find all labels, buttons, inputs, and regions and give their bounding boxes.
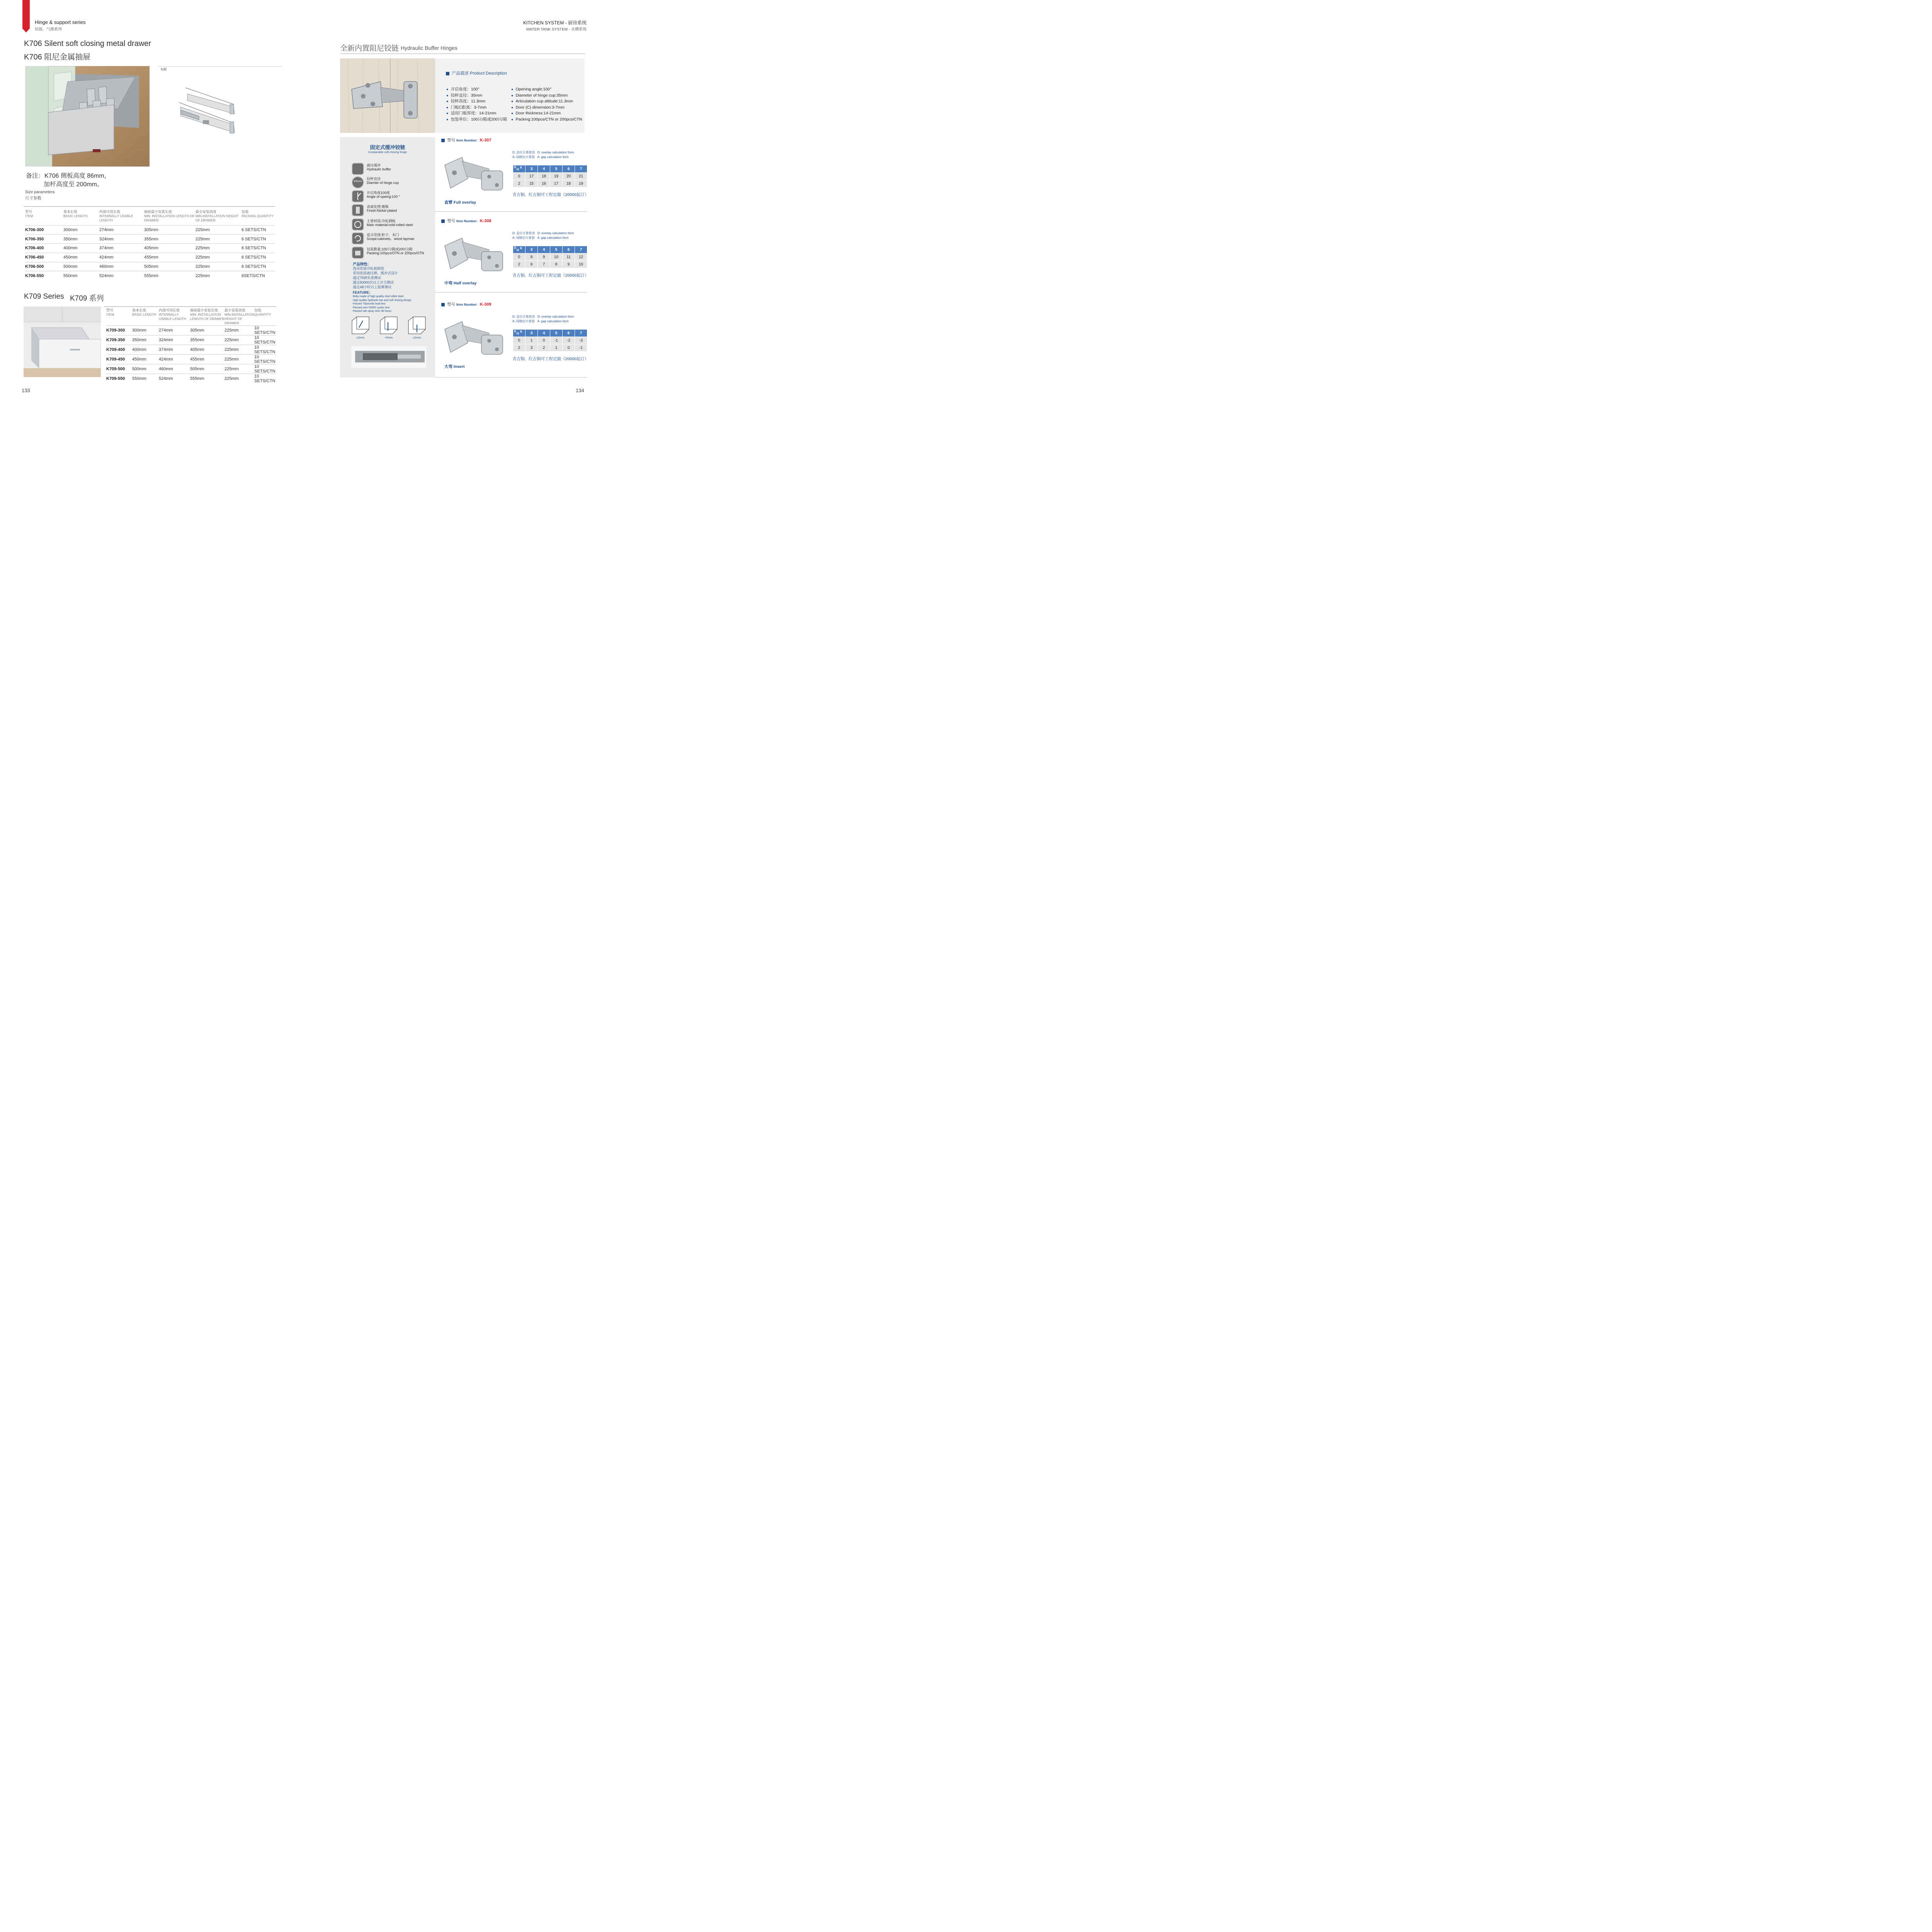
calc-cell: 0 bbox=[563, 344, 575, 352]
table-cell: 225mm bbox=[196, 244, 242, 253]
calc-legend-d-cn: D: 盖位计算值表 bbox=[512, 231, 535, 235]
table-cell: 10 SETS/CTN bbox=[254, 355, 276, 364]
calc-k-header: 6 bbox=[563, 330, 575, 337]
catalog-spread bbox=[0, 0, 600, 407]
calc-legend bbox=[512, 315, 574, 324]
page-number-left: 133 bbox=[22, 388, 30, 393]
item-cell: K706-550 bbox=[25, 271, 63, 281]
item-cell: K709-300 bbox=[106, 326, 132, 335]
table-cell: 460mm bbox=[99, 262, 144, 271]
col-header: 内部可用长度 INTERNALLY USABLE LENGTH bbox=[99, 210, 133, 222]
table-cell: 6 SETS/CTN bbox=[242, 262, 275, 271]
table-row bbox=[106, 364, 276, 374]
table-row bbox=[106, 335, 276, 345]
overlay-calc-table bbox=[513, 165, 587, 187]
table-cell: 6SETS/CTN bbox=[242, 271, 275, 281]
table-row bbox=[106, 326, 276, 335]
calc-k-header: 4 bbox=[538, 330, 550, 337]
section-title-cn: 全新内置阻尼铰链 bbox=[340, 44, 399, 53]
description-en-item: ● Articulation cup altitude:11.3mm bbox=[511, 99, 582, 105]
table-cell: 324mm bbox=[99, 235, 144, 244]
col-header: 最小安装高度 MIN.INSTALLATION HEIGHT OF DRAWER bbox=[224, 308, 255, 325]
feature-en: Scope:cabinets、wood layman bbox=[367, 237, 415, 241]
col-header: 型号 ITEM bbox=[25, 210, 33, 218]
finish-icon bbox=[352, 205, 363, 216]
table-cell: 505mm bbox=[190, 364, 224, 374]
feature-cn: 主要材质:冷轧钢板 bbox=[367, 219, 396, 223]
calc-cell: 2 bbox=[513, 180, 526, 187]
table-row bbox=[25, 235, 275, 244]
item-cell: K706-350 bbox=[25, 235, 63, 244]
calc-corner: D H K bbox=[513, 165, 526, 173]
calc-legend-d-cn: D: 盖位计算值表 bbox=[512, 315, 535, 318]
features-cn-list bbox=[353, 266, 398, 289]
col-header: 抽屉最小安装长度 MIN. INSTALLATION LENGTH OF DRAWER bbox=[190, 308, 224, 321]
k709-title-en: K709 Series bbox=[24, 293, 64, 301]
table-cell: 305mm bbox=[190, 326, 224, 335]
table-cell: 225mm bbox=[196, 253, 242, 262]
table-cell: 305mm bbox=[144, 225, 196, 235]
feature-en-item: Passed 75pounds load test bbox=[353, 303, 386, 305]
table-cell: 350mm bbox=[63, 235, 99, 244]
feature-en: Main material:cold-rolled steel bbox=[367, 223, 413, 227]
calc-k-header: 4 bbox=[538, 246, 550, 253]
description-cn-list bbox=[446, 87, 507, 122]
section-title-en: Hydraulic Buffer Hinges bbox=[401, 45, 457, 51]
calc-cell: 18 bbox=[538, 173, 550, 180]
cup-diameter-badge: Φ35mm bbox=[354, 180, 362, 183]
calc-cell: 0 bbox=[513, 253, 526, 261]
calc-cell: 21 bbox=[575, 173, 587, 180]
header-kitchen-system: KITCHEN SYSTEM - 厨房系统 bbox=[523, 20, 587, 26]
calc-k-header: 3 bbox=[526, 330, 538, 337]
description-cn-item: ● 包装单位：100只/箱或200只/箱 bbox=[446, 117, 507, 123]
model-number-line bbox=[441, 137, 492, 143]
calc-cell: 0 bbox=[513, 337, 526, 344]
table-cell: 274mm bbox=[99, 225, 144, 235]
model-divider bbox=[435, 292, 587, 293]
opening-angle-icon bbox=[352, 191, 363, 202]
calc-cell: 2 bbox=[513, 344, 526, 352]
calc-cell: 17 bbox=[526, 173, 538, 180]
custom-order-note: 青古铜、红古铜可工程定做（20000起订） bbox=[512, 192, 589, 197]
calc-cell: 11 bbox=[563, 253, 575, 261]
calc-cell: 19 bbox=[575, 180, 587, 187]
calc-k-header: 5 bbox=[550, 165, 563, 173]
description-cn-item: ● 门板C距离：3-7mm bbox=[446, 105, 507, 111]
feature-cn: 表面处理:镀镍 bbox=[367, 205, 389, 209]
table-cell: 505mm bbox=[144, 262, 196, 271]
features-heading-cn: 产品特性: bbox=[353, 262, 369, 267]
table-cell: 500mm bbox=[132, 364, 159, 374]
item-cell: K709-500 bbox=[106, 364, 132, 374]
calc-legend bbox=[512, 231, 574, 240]
table-cell: 225mm bbox=[224, 355, 254, 364]
description-en-item: ● Packing:100pcs/CTN or 200pcs/CTN bbox=[511, 117, 582, 123]
hydraulic-buffer-icon bbox=[352, 163, 363, 174]
feature-cn: 适合范围:柜子、木门 bbox=[367, 233, 399, 237]
calc-legend-d-cn: D: 盖位计算值表 bbox=[512, 151, 535, 154]
hinge-photo bbox=[439, 150, 507, 197]
calc-cell: 19 bbox=[550, 173, 563, 180]
table-cell: 400mm bbox=[132, 345, 159, 355]
table-cell: 225mm bbox=[224, 345, 254, 355]
calc-cell: -1 bbox=[575, 344, 587, 352]
damper-cross-section bbox=[351, 346, 426, 368]
calc-legend-a-en: A: gap calculation form bbox=[537, 236, 569, 240]
table-cell: 355mm bbox=[190, 335, 224, 345]
scope-icon bbox=[352, 233, 363, 244]
item-cell: K709-350 bbox=[106, 335, 132, 345]
calc-cell: 16 bbox=[538, 180, 550, 187]
calc-cell: 2 bbox=[513, 261, 526, 268]
calc-cell: 6 bbox=[526, 261, 538, 268]
model-label-cn: 型号 bbox=[447, 302, 455, 307]
table-cell: 455mm bbox=[190, 355, 224, 364]
item-cell: K709-550 bbox=[106, 374, 132, 384]
size-params-cn: 尺寸参数 bbox=[25, 196, 41, 201]
table-row bbox=[25, 244, 275, 253]
table-row bbox=[25, 262, 275, 271]
item-cell: K706-400 bbox=[25, 244, 63, 253]
model-label-cn: 型号 bbox=[447, 219, 455, 223]
calc-cell: 0 bbox=[513, 173, 526, 180]
col-header: 包装 QUANTITY bbox=[254, 308, 271, 316]
item-cell: K709-450 bbox=[106, 355, 132, 364]
feature-en: Finish:Nickel plated bbox=[367, 209, 397, 213]
description-en-item: ● Opening angle:100° bbox=[511, 87, 582, 93]
table-row bbox=[106, 345, 276, 355]
model-label-en: Item Number: bbox=[456, 303, 478, 306]
calc-k-header: 4 bbox=[538, 165, 550, 173]
hinge-arm-type: 大弯 Insert bbox=[444, 364, 465, 369]
table-cell: 225mm bbox=[196, 235, 242, 244]
table-cell: 10 SETS/CTN bbox=[254, 335, 276, 345]
model-label-cn: 型号 bbox=[447, 138, 455, 143]
calc-k-header: 3 bbox=[526, 165, 538, 173]
calc-k-header: 5 bbox=[550, 330, 563, 337]
table-cell: 550mm bbox=[63, 271, 99, 281]
feature-en: Angle of opeing:100 ° bbox=[367, 195, 400, 199]
col-header: 基本长度 BASIC LENGTH bbox=[132, 308, 156, 316]
calc-cell: 20 bbox=[563, 173, 575, 180]
header-water-tank-system: WATER TANK SYSTEM - 水槽系统 bbox=[526, 27, 587, 32]
table-cell: 500mm bbox=[63, 262, 99, 271]
feature-opening-angle bbox=[352, 191, 434, 202]
calc-legend-a-cn: A: 间隙位计算值 bbox=[512, 320, 535, 323]
calc-cell: 17 bbox=[550, 180, 563, 187]
table-cell: 225mm bbox=[224, 335, 254, 345]
description-cn-item: ● 铰杯高度：11.3mm bbox=[446, 99, 507, 105]
feature-cn-item: 通过50000次以上开合测试 bbox=[353, 281, 394, 284]
table-cell: 6 SETS/CTN bbox=[242, 225, 275, 235]
hinge-on-door-photo bbox=[340, 58, 435, 133]
calc-cell: 9 bbox=[563, 261, 575, 268]
side-adjust-diagram bbox=[379, 316, 398, 335]
table-cell: 10 SETS/CTN bbox=[254, 326, 276, 335]
calc-corner: D H K bbox=[513, 246, 526, 253]
col-header: 基本长度 BASIC LENGTH bbox=[63, 210, 88, 218]
calc-cell: 18 bbox=[563, 180, 575, 187]
standard-label: 标配 bbox=[161, 68, 167, 71]
calc-cell: 3 bbox=[526, 344, 538, 352]
table-cell: 300mm bbox=[63, 225, 99, 235]
table-row bbox=[106, 374, 276, 384]
table-cell: 355mm bbox=[144, 235, 196, 244]
calc-legend-a-en: A: gap calculation form bbox=[537, 155, 569, 159]
k709-drawer-photo bbox=[24, 306, 101, 377]
table-cell: 374mm bbox=[99, 244, 144, 253]
item-cell: K706-450 bbox=[25, 253, 63, 262]
table-cell: 274mm bbox=[159, 326, 190, 335]
feature-en: Diamter of hinge cup bbox=[367, 181, 399, 185]
calc-cell: 2 bbox=[538, 344, 550, 352]
height-adjust-diagram bbox=[408, 316, 426, 335]
calc-legend-d-en: D: overlay calculation form bbox=[537, 151, 574, 154]
table-cell: 450mm bbox=[63, 253, 99, 262]
k709-table-top-rule bbox=[104, 306, 276, 307]
calc-cell: -3 bbox=[575, 337, 587, 344]
table-cell: 225mm bbox=[196, 271, 242, 281]
feature-material bbox=[352, 219, 434, 230]
packing-icon bbox=[352, 247, 363, 258]
k709-spec-table bbox=[106, 308, 276, 383]
overlay-calc-table bbox=[513, 246, 587, 268]
bullet-square-icon bbox=[446, 72, 449, 75]
description-en-item: ● Door (C) dimension:3-7mm bbox=[511, 105, 582, 111]
adjust-value: ±2mm bbox=[413, 336, 421, 339]
description-en-item: ● Diameter of hinge cup:35mm bbox=[511, 93, 582, 99]
description-cn-item: ● 适用门板厚度：14-21mm bbox=[446, 111, 507, 117]
calc-corner: A H K bbox=[513, 330, 526, 337]
hinge-arm-type: 中弯 Half overlay bbox=[444, 281, 477, 286]
k706-table-top-rule bbox=[24, 206, 275, 207]
table-row bbox=[25, 225, 275, 235]
material-icon bbox=[352, 219, 363, 230]
item-cell: K706-300 bbox=[25, 225, 63, 235]
table-cell: 455mm bbox=[144, 253, 196, 262]
k706-note-line2: 加杆高度至 200mm。 bbox=[44, 181, 103, 188]
k706-spec-table bbox=[25, 210, 275, 281]
item-cell: K709-400 bbox=[106, 345, 132, 355]
table-cell: 424mm bbox=[99, 253, 144, 262]
table-cell: 555mm bbox=[144, 271, 196, 281]
table-row bbox=[25, 253, 275, 262]
adjust-value: +5mm bbox=[384, 336, 393, 339]
panel-title-cn: 固定式缓冲铰链 bbox=[370, 145, 405, 150]
feature-en: Packing:100pcs/OTN or 200pcs/OTN bbox=[367, 251, 424, 255]
hinge-arm-type: 直臂 Full overlay bbox=[444, 200, 476, 205]
overlay-calc-table bbox=[513, 329, 587, 352]
model-number: K-307 bbox=[480, 138, 492, 143]
table-cell: 225mm bbox=[224, 326, 254, 335]
calc-cell: 1 bbox=[550, 344, 563, 352]
feature-en-item: High quality hydraulic bar and soft closing design bbox=[353, 299, 412, 302]
col-header: 型号 ITEM bbox=[106, 308, 114, 316]
feature-cn-item: 选用优质冷轧板制造 bbox=[353, 267, 384, 270]
description-cn-item: ● 开启角度：100° bbox=[446, 87, 507, 93]
feature-cup-diameter bbox=[352, 177, 434, 188]
section-tab-marker bbox=[22, 0, 30, 32]
calc-k-header: 6 bbox=[563, 165, 575, 173]
table-cell: 324mm bbox=[159, 335, 190, 345]
table-cell: 405mm bbox=[190, 345, 224, 355]
depth-adjust-diagram bbox=[351, 316, 370, 335]
table-cell: 424mm bbox=[159, 355, 190, 364]
feature-cn-item: 通过48小时以上盐雾测试 bbox=[353, 285, 392, 289]
hinge-photo bbox=[439, 314, 507, 361]
calc-legend-d-en: D: overlay calculation form bbox=[537, 315, 574, 318]
k706-drawer-photo bbox=[25, 66, 150, 167]
calc-cell: 8 bbox=[550, 261, 563, 268]
model-number-line bbox=[441, 218, 492, 224]
page-number-right: 134 bbox=[576, 388, 584, 393]
calc-cell: -1 bbox=[550, 337, 563, 344]
table-cell: 225mm bbox=[196, 262, 242, 271]
k709-title-cn: K709 系列 bbox=[70, 294, 104, 303]
table-cell: 555mm bbox=[190, 374, 224, 384]
features-heading-en: FEATURE: bbox=[353, 291, 370, 294]
feature-cn: 包装数量:100只/箱或200只/箱 bbox=[367, 247, 413, 251]
bullet-square-icon bbox=[441, 219, 445, 223]
calc-k-header: 3 bbox=[526, 246, 538, 253]
calc-cell: 10 bbox=[575, 261, 587, 268]
feature-cn: 铰杯直径 bbox=[367, 177, 381, 181]
model-number: K-308 bbox=[480, 219, 492, 223]
table-cell: 6 SETS/CTN bbox=[242, 253, 275, 262]
table-cell: 10 SETS/CTN bbox=[254, 345, 276, 355]
calc-cell: 0 bbox=[538, 337, 550, 344]
table-cell: 450mm bbox=[132, 355, 159, 364]
table-cell: 225mm bbox=[224, 364, 254, 374]
table-cell: 405mm bbox=[144, 244, 196, 253]
table-cell: 400mm bbox=[63, 244, 99, 253]
table-cell: 350mm bbox=[132, 335, 159, 345]
item-cell: K706-500 bbox=[25, 262, 63, 271]
calc-cell: -2 bbox=[563, 337, 575, 344]
table-cell: 460mm bbox=[159, 364, 190, 374]
table-cell: 6 SETS/CTN bbox=[242, 244, 275, 253]
k706-title-en: K706 Silent soft closing metal drawer bbox=[24, 39, 151, 48]
feature-cn-item: 通过75磅负重测试 bbox=[353, 276, 381, 280]
feature-packing bbox=[352, 247, 434, 258]
table-cell: 550mm bbox=[132, 374, 159, 384]
calc-legend-a-cn: A: 间隙位计算值 bbox=[512, 155, 535, 159]
table-cell: 524mm bbox=[159, 374, 190, 384]
description-en-list bbox=[511, 87, 582, 122]
feature-en: Hydraulic buffer bbox=[367, 167, 391, 171]
custom-order-note: 青古铜、红古铜可工程定做（20000起订） bbox=[512, 357, 589, 361]
table-row bbox=[106, 355, 276, 364]
model-number: K-309 bbox=[480, 302, 492, 307]
table-cell: 10 SETS/CTN bbox=[254, 364, 276, 374]
bullet-square-icon bbox=[441, 139, 445, 142]
feature-scope bbox=[352, 233, 434, 244]
model-label-en: Item Number: bbox=[456, 138, 478, 142]
calc-legend-a-en: A: gap calculation form bbox=[537, 320, 569, 323]
custom-order-note: 青古铜、红古铜可工程定做（20000起订） bbox=[512, 273, 589, 278]
description-cn-item: ● 铰杯直径：35mm bbox=[446, 93, 507, 99]
calc-cell: 9 bbox=[538, 253, 550, 261]
feature-en-item: Passed over 50000 cycles test bbox=[353, 306, 389, 309]
calc-cell: 1 bbox=[526, 337, 538, 344]
model-number-line bbox=[441, 301, 492, 307]
calc-cell: 8 bbox=[526, 253, 538, 261]
table-cell: 374mm bbox=[159, 345, 190, 355]
calc-k-header: 7 bbox=[575, 246, 587, 253]
k706-title-cn: K706 阻尼金属抽屉 bbox=[24, 53, 91, 61]
col-header: 内部可用长度 INTERNALLY USABLE LENGTH bbox=[159, 308, 186, 321]
table-cell: 10 SETS/CTN bbox=[254, 374, 276, 384]
calc-cell: 7 bbox=[538, 261, 550, 268]
feature-finish bbox=[352, 205, 434, 216]
feature-cn: 开启角度100度 bbox=[367, 191, 390, 195]
feature-en-item: Passed salt spray over 48 hours bbox=[353, 310, 391, 313]
cup-diameter-icon bbox=[352, 177, 363, 188]
table-cell: 225mm bbox=[224, 374, 254, 384]
calc-cell: 12 bbox=[575, 253, 587, 261]
table-cell: 225mm bbox=[196, 225, 242, 235]
model-label-en: Item Number: bbox=[456, 219, 478, 223]
calc-k-header: 5 bbox=[550, 246, 563, 253]
top-rule bbox=[158, 66, 282, 67]
hinge-photo bbox=[439, 230, 507, 277]
calc-k-header: 7 bbox=[575, 330, 587, 337]
series-title-en: Hinge & support series bbox=[35, 19, 86, 25]
adjust-value: ±2mm bbox=[356, 336, 365, 339]
feature-cn-item: 采用优质液压棒，缓冲式设计 bbox=[353, 271, 398, 275]
calc-legend-d-en: D: overlay calculation form bbox=[537, 231, 574, 235]
calc-k-header: 7 bbox=[575, 165, 587, 173]
size-params-en: Size parameters bbox=[25, 190, 55, 194]
description-en-item: ● Door thickness:14-21mm bbox=[511, 111, 582, 117]
table-cell: 6 SETS/CTN bbox=[242, 235, 275, 244]
table-row bbox=[25, 271, 275, 281]
product-description-heading: 产品描述 Product Description bbox=[446, 70, 507, 76]
calc-legend bbox=[512, 150, 574, 160]
model-divider bbox=[435, 211, 587, 212]
k706-runner-illustration bbox=[176, 83, 238, 139]
col-header: 最小安装高度 MIN.INSTALLATION HEIGHT OF DRAWER bbox=[196, 210, 239, 222]
calc-k-header: 6 bbox=[563, 246, 575, 253]
col-header: 包装 PACKING QUANTITY bbox=[242, 210, 274, 218]
feature-hydraulic-buffer bbox=[352, 163, 434, 174]
feature-en-item: Boby made of high quality clod rolled steel bbox=[353, 295, 404, 298]
table-cell: 524mm bbox=[99, 271, 144, 281]
feature-cn: 液压缓冲 bbox=[367, 163, 381, 167]
features-en-list bbox=[353, 295, 412, 313]
calc-legend-a-cn: A: 间隙位计算值 bbox=[512, 236, 535, 240]
calc-cell: 15 bbox=[526, 180, 538, 187]
k706-note-line1: 备注：K706 侧板高度 86mm， bbox=[26, 173, 111, 179]
bullet-square-icon bbox=[441, 303, 445, 306]
panel-title-en: Inseparable soft-closing hinge bbox=[368, 150, 407, 154]
col-header: 抽屉最小安装长度 MIN. INSTALLATION LENGTH OF DRAWER bbox=[144, 210, 195, 222]
model-divider bbox=[435, 377, 587, 378]
calc-cell: 10 bbox=[550, 253, 563, 261]
series-title-cn: 铰链、气撑系列 bbox=[35, 27, 62, 32]
section-rule bbox=[340, 53, 585, 54]
table-cell: 300mm bbox=[132, 326, 159, 335]
